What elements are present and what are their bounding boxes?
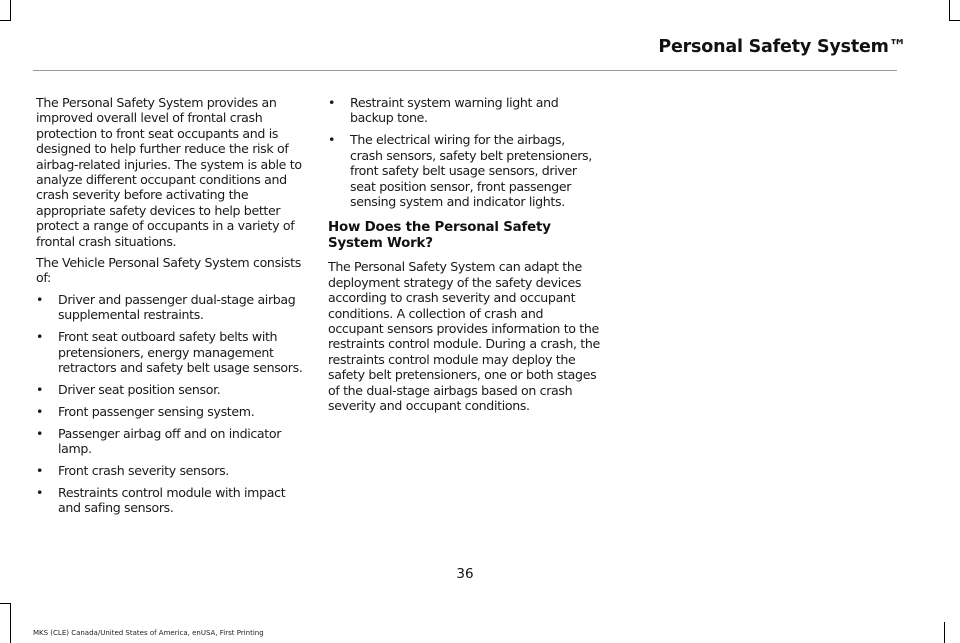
list-item [328, 132, 600, 209]
list-item-text: Passenger airbag off and on indicator lamp. [58, 425, 282, 457]
list-item-text: Driver seat position sensor. [58, 381, 221, 397]
crop-mark-top-left-horizontal [0, 20, 11, 21]
crop-mark-top-right [949, 0, 950, 21]
list-item [328, 95, 600, 126]
page-title: Personal Safety System™ [658, 37, 906, 57]
edition-footer: MKS (CLE) Canada/United States of America, enUSA, First Printing [33, 629, 264, 637]
bullet-icon: • [36, 484, 44, 500]
bullet-icon: • [36, 291, 44, 307]
crop-mark-top-left [10, 0, 11, 21]
component-list [36, 292, 308, 516]
bullet-icon: • [36, 381, 44, 397]
bullet-icon: • [328, 132, 336, 148]
left-column [36, 95, 308, 522]
title-divider [33, 70, 897, 71]
bullet-icon: • [36, 403, 44, 419]
section-heading: How Does the Personal Safety System Work? [328, 220, 551, 251]
list-item [36, 329, 308, 375]
component-list-continued [328, 95, 600, 209]
list-item [36, 292, 308, 323]
list-item [36, 382, 308, 397]
list-item-text: Driver and passenger dual-stage airbag supplemental restraints. [58, 291, 296, 323]
list-item [36, 463, 308, 478]
list-item-text: Restraints control module with impact and safing sensors. [58, 484, 286, 516]
bullet-icon: • [36, 425, 44, 441]
section-body-paragraph: The Personal Safety System can adapt the deployment strategy of the safety devices according to crash severity and occupant conditions. A collection of crash and occupant sensors provides information to the restraints control module. During a crash, the restraints control module may deploy the safety belt pretensioners, one or both stages of the dual-stage airbags based on crash severity and occupant conditions. [328, 259, 600, 413]
crop-mark-bottom-left [10, 603, 11, 643]
list-item-text: Front crash severity sensors. [58, 463, 229, 479]
list-item-text: Front passenger sensing system. [58, 403, 255, 419]
bullet-icon: • [36, 329, 44, 345]
crop-mark-top-right-horizontal [949, 20, 960, 21]
consists-of-paragraph: The Vehicle Personal Safety System consists of: [36, 255, 301, 286]
list-item [36, 426, 308, 457]
bullet-icon: • [328, 95, 336, 110]
list-item [36, 485, 308, 516]
list-item-text: Restraint system warning light and backup tone. [350, 95, 559, 126]
bullet-icon: • [36, 463, 44, 479]
crop-mark-bottom-right [944, 622, 945, 643]
list-item-text: Front seat outboard safety belts with pretensioners, energy management retractors and safety belt usage sensors. [58, 329, 303, 375]
list-item-text: The electrical wiring for the airbags, crash sensors, safety belt pretensioners, front safety belt usage sensors, driver seat position sensor, front passenger sensing system and indicator lights. [350, 132, 592, 209]
middle-column [328, 95, 600, 419]
crop-mark-bottom-left-horizontal [0, 603, 11, 604]
intro-paragraph: The Personal Safety System provides an improved overall level of frontal crash protection to front seat occupants and is designed to help further reduce the risk of airbag-related injuries. The system is able to analyze different occupant conditions and crash severity before activating the appropriate safety devices to help better protect a range of occupants in a variety of frontal crash situations. [36, 95, 302, 249]
list-item [36, 404, 308, 419]
page-number: 36 [456, 566, 474, 582]
